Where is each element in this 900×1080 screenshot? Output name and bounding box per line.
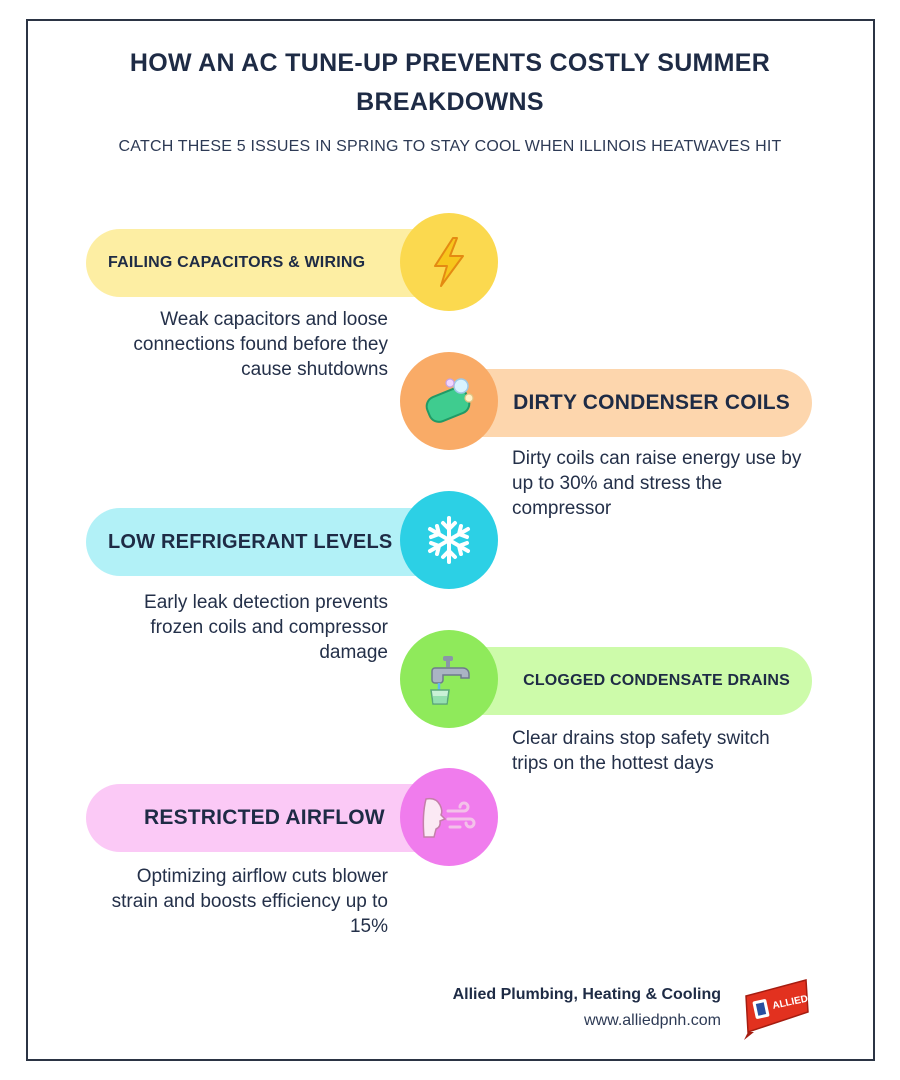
issue-circle-capacitors xyxy=(400,213,498,311)
issue-description: Weak capacitors and loose connections found before they cause shutdowns xyxy=(133,309,388,380)
issue-label: FAILING CAPACITORS & WIRING xyxy=(108,254,366,271)
issue-circle-refrigerant xyxy=(400,491,498,589)
page-subtitle: CATCH THESE 5 ISSUES IN SPRING TO STAY COOL WHEN ILLINOIS HEATWAVES HIT xyxy=(118,138,782,155)
issue-description: Clear drains stop safety switch trips on the hottest days xyxy=(512,728,770,774)
soap-icon xyxy=(421,376,477,426)
issue-label: DIRTY CONDENSER COILS xyxy=(513,391,790,414)
faucet-icon xyxy=(423,652,475,706)
snowflake-icon xyxy=(423,514,475,566)
issue-label: CLOGGED CONDENSATE DRAINS xyxy=(523,672,790,689)
issue-description: Early leak detection prevents frozen coils and compressor damage xyxy=(144,592,388,663)
issue-circle-airflow xyxy=(400,768,498,866)
issue-circle-coils xyxy=(400,352,498,450)
page-title: HOW AN AC TUNE-UP PREVENTS COSTLY SUMMER BREAKDOWNS xyxy=(129,49,771,116)
issue-description: Dirty coils can raise energy use by up to 30% and stress the compressor xyxy=(512,448,802,519)
issue-label: LOW REFRIGERANT LEVELS xyxy=(108,530,393,553)
svg-text:ALLIED: ALLIED xyxy=(771,993,810,1012)
issue-description: Optimizing airflow cuts blower strain and boosts efficiency up to 15% xyxy=(111,866,388,937)
allied-logo xyxy=(740,976,812,1040)
issue-label: RESTRICTED AIRFLOW xyxy=(144,806,385,829)
lightning-icon xyxy=(427,236,471,288)
issue-circle-drains xyxy=(400,630,498,728)
company-url[interactable]: www.alliedpnh.com xyxy=(584,1012,721,1029)
company-name: Allied Plumbing, Heating & Cooling xyxy=(452,986,721,1003)
wind-face-icon xyxy=(420,795,478,839)
